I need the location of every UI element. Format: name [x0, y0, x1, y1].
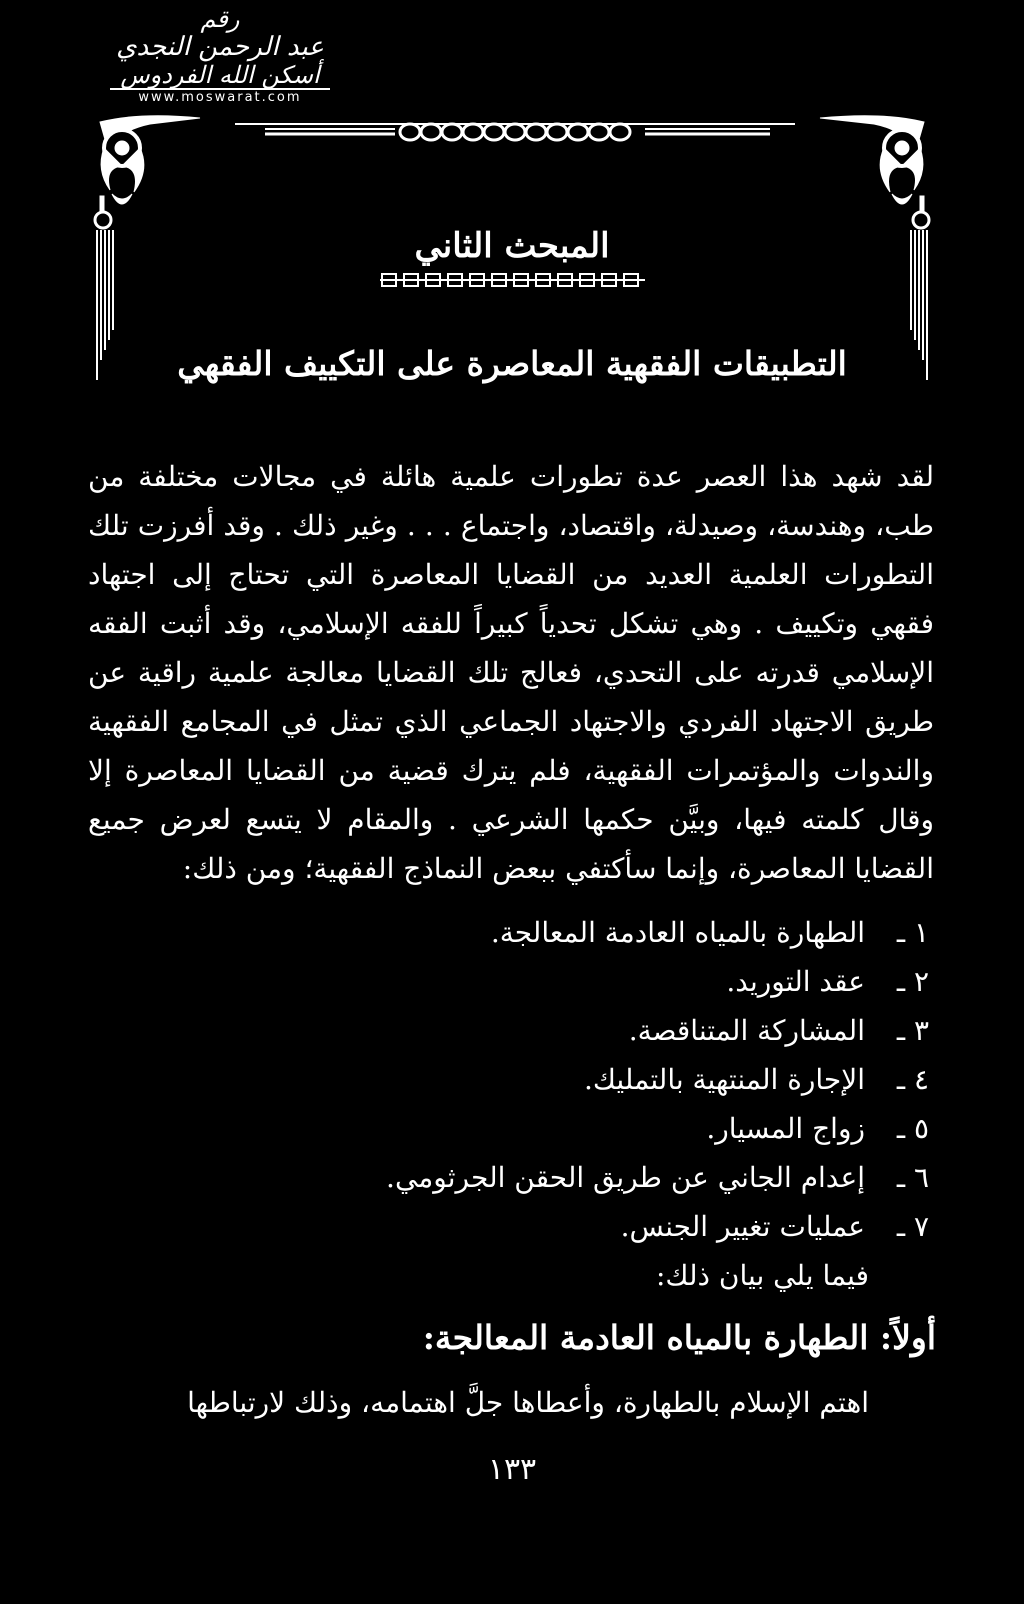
list-item-text: الطهارة بالمياه العادمة المعالجة. — [490, 916, 865, 949]
list-item-text: المشاركة المتناقصة. — [628, 1014, 865, 1047]
intro-paragraph: لقد شهد هذا العصر عدة تطورات علمية هائلة في مجالات مختلفة من طب، وهندسة، وصيدلة، واقتصاد، واجتماع . . . وغير ذلك . وقد أفرزت تلك التطورات العلمية العديد من القضايا المعاصرة التي تحتاج إلى اجتهاد فقهي وتكييف . وهي تشكل تحدياً كبيراً للفقه الإسلامي، وقد أثبت الفقه الإسلامي قدرته على التحدي، فعالج تلك القضايا معالجة علمية راقية عن طريق الاجتهاد الفردي والاجتهاد الجماعي الذي تمثل في المجامع الفقهية والندوات والمؤتمرات الفقهية، فلم يترك قضية من القضايا المعاصرة إلا وقال كلمته فيها، وبيَّن حكمها الشرعي . والمقام لا يتسع لعرض جميع القضايا المعاصرة، وإنما سأكتفي ببعض النماذج الفقهية؛ ومن ذلك: — [88, 460, 934, 885]
chapter-heading: المبحث الثاني — [414, 226, 610, 266]
list-item-number: ٣ ـ — [896, 1014, 929, 1047]
ornamental-frame — [0, 0, 1024, 400]
list-item-number: ٢ ـ — [896, 965, 929, 998]
list-item-number: ٧ ـ — [896, 1210, 929, 1243]
list-item-text: عمليات تغيير الجنس. — [620, 1210, 865, 1243]
stamp-url: www.moswarat.com — [138, 90, 302, 105]
list-item-text: الإجارة المنتهية بالتمليك. — [583, 1063, 865, 1096]
left-corner-flower-ornament — [95, 116, 200, 228]
list-item — [386, 1006, 929, 1055]
subsection-heading: أولاً: الطهارة بالمياه العادمة المعالجة: — [422, 1318, 936, 1357]
section-title: التطبيقات الفقهية المعاصرة على التكييف الفقهي — [177, 344, 847, 383]
list-item-text: عقد التوريد. — [726, 965, 865, 998]
list-item — [386, 908, 929, 957]
subsection-body: اهتم الإسلام بالطهارة، وأعطاها جلَّ اهتمامه، وذلك لارتباطها — [187, 1386, 869, 1419]
list-item-number: ٤ ـ — [896, 1063, 929, 1096]
topics-list — [386, 908, 929, 1251]
list-item-number: ٥ ـ — [896, 1112, 929, 1145]
list-item — [386, 1055, 929, 1104]
list-item-number: ٦ ـ — [896, 1161, 929, 1194]
list-item-text: إعدام الجاني عن طريق الحقن الجرثومي. — [386, 1161, 865, 1194]
list-item — [386, 1202, 929, 1251]
list-item — [386, 1104, 929, 1153]
list-item — [386, 1153, 929, 1202]
list-item-number: ١ ـ — [896, 916, 929, 949]
stamp-line-1: عبد الرحمن النجدي — [116, 32, 324, 62]
lead-in-text: فيما يلي بيان ذلك: — [655, 1259, 869, 1292]
stamp-mark: رقم — [200, 5, 240, 33]
right-corner-flower-ornament — [820, 116, 929, 228]
stamp-line-2: أسكن الله الفردوس — [110, 62, 329, 90]
chapter-chain-rule — [380, 274, 645, 286]
page-number: ١٣٣ — [487, 1452, 537, 1487]
list-item-text: زواج المسيار. — [706, 1112, 865, 1145]
list-item — [386, 957, 929, 1006]
top-rule-ornament — [235, 124, 795, 140]
